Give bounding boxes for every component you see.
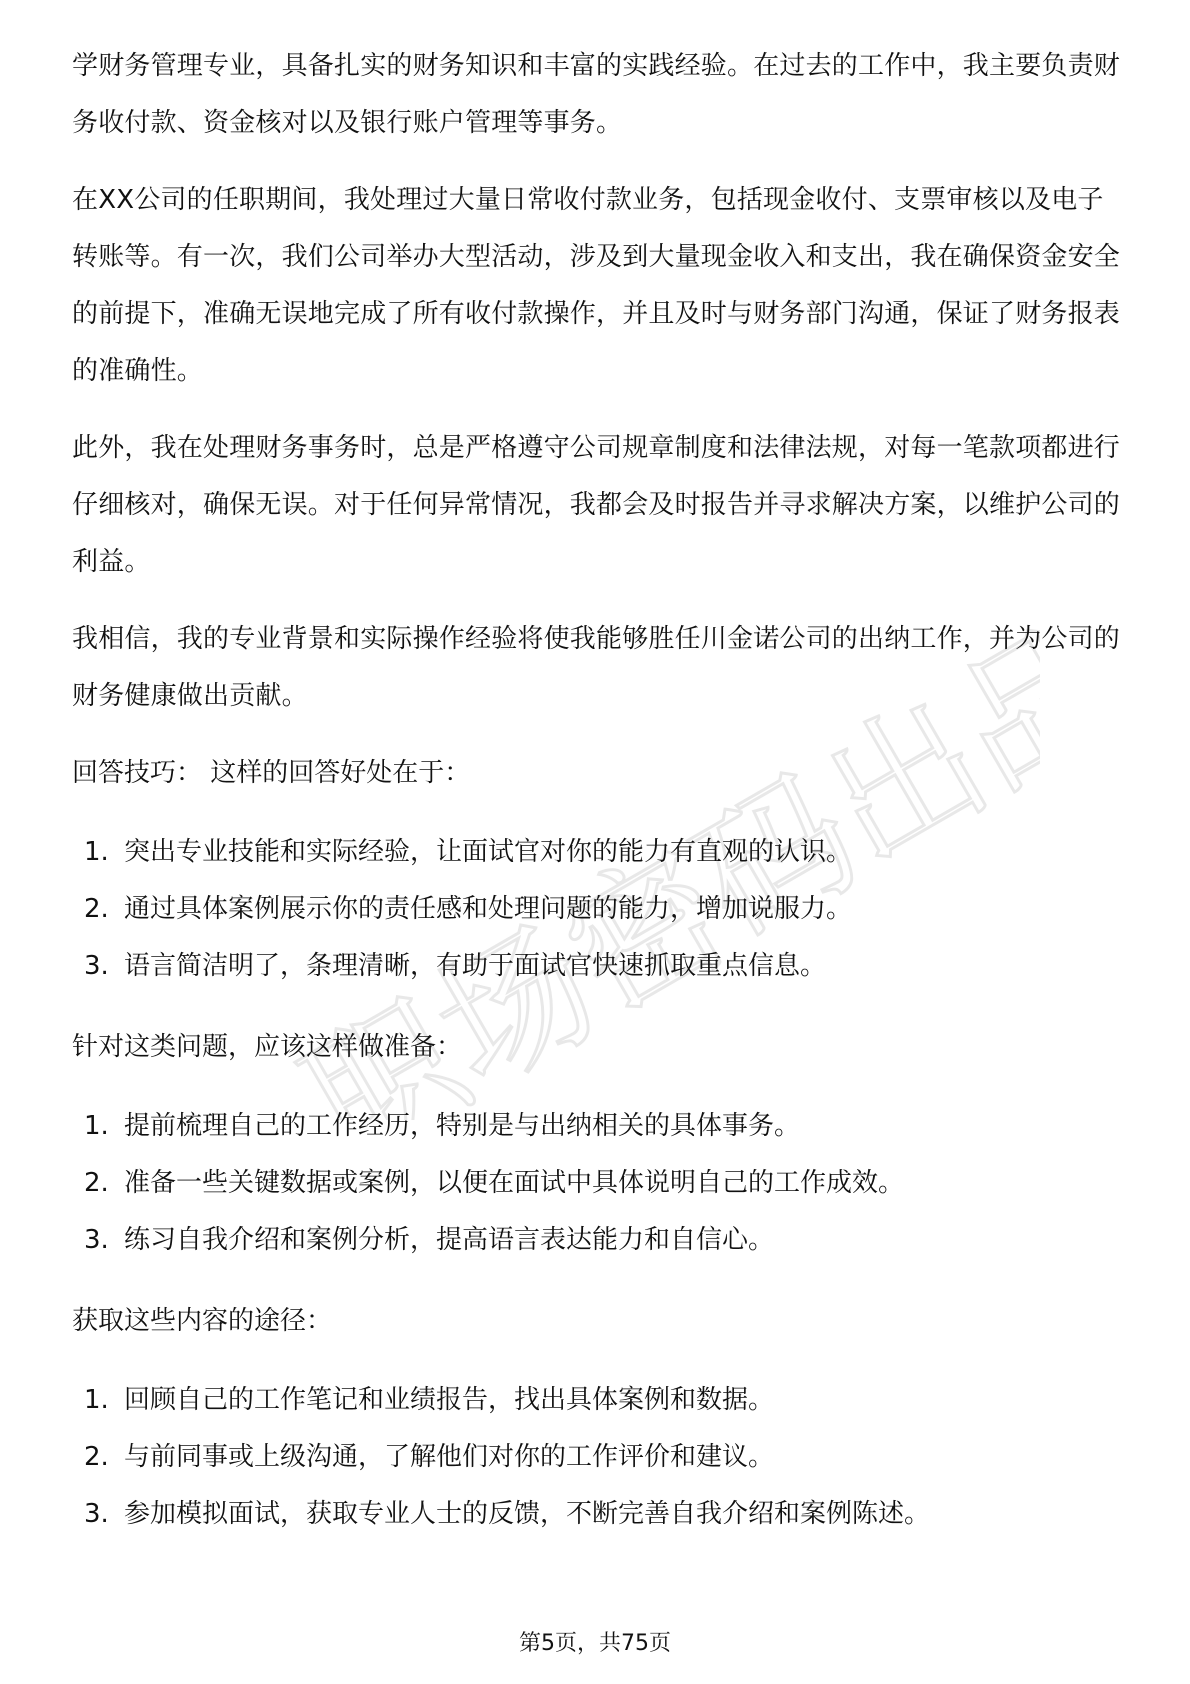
list-number: 1. bbox=[84, 1385, 109, 1415]
list-text: 准备一些关键数据或案例，以便在面试中具体说明自己的工作成效。 bbox=[124, 1168, 905, 1198]
watermark-text: 职场密码出品 bbox=[278, 595, 1040, 1120]
paragraph-4: 我相信，我的专业背景和实际操作经验将使我能够胜任川金诺公司的出纳工作，并为公司的财务健康做出贡献。 bbox=[72, 624, 1121, 711]
section-heading-tips: 回答技巧： 这样的回答好处在于： bbox=[72, 758, 471, 788]
paragraph-1: 学财务管理专业，具备扎实的财务知识和丰富的实践经验。在过去的工作中，我主要负责财务收付款、资金核对以及银行账户管理等事务。 bbox=[72, 51, 1121, 138]
page-footer: 第5页，共75页 bbox=[519, 1631, 671, 1656]
paragraph-3: 此外，我在处理财务事务时，总是严格遵守公司规章制度和法律法规，对每一笔款项都进行仔细核对，确保无误。对于任何异常情况，我都会及时报告并寻求解决方案，以维护公司的利益。 bbox=[72, 433, 1121, 577]
list-text: 与前同事或上级沟通，了解他们对你的工作评价和建议。 bbox=[124, 1442, 775, 1472]
list-number: 3. bbox=[84, 1225, 109, 1255]
list-text: 参加模拟面试，获取专业人士的反馈，不断完善自我介绍和案例陈述。 bbox=[124, 1499, 931, 1529]
list-text: 提前梳理自己的工作经历，特别是与出纳相关的具体事务。 bbox=[124, 1111, 801, 1141]
list-number: 3. bbox=[84, 1499, 109, 1529]
list-item bbox=[72, 1372, 1122, 1429]
list-item bbox=[72, 1212, 1122, 1269]
section-heading-prep: 针对这类问题，应该这样做准备： bbox=[72, 1032, 463, 1062]
paragraph-2: 在XX公司的任职期间，我处理过大量日常收付款业务，包括现金收付、支票审核以及电子转账等。有一次，我们公司举办大型活动，涉及到大量现金收入和支出，我在确保资金安全的前提下，准确无误地完成了所有收付款操作，并且及时与财务部门沟通，保证了财务报表的准确性。 bbox=[72, 185, 1121, 386]
list-item bbox=[72, 1155, 1122, 1212]
list-number: 1. bbox=[84, 1111, 109, 1141]
list-text: 突出专业技能和实际经验，让面试官对你的能力有直观的认识。 bbox=[124, 837, 853, 867]
list-item bbox=[72, 1429, 1122, 1486]
list-number: 3. bbox=[84, 951, 109, 981]
list-number: 1. bbox=[84, 837, 109, 867]
prep-list bbox=[72, 1098, 1122, 1269]
list-item bbox=[72, 881, 1122, 938]
list-text: 回顾自己的工作笔记和业绩报告，找出具体案例和数据。 bbox=[124, 1385, 775, 1415]
list-text: 练习自我介绍和案例分析，提高语言表达能力和自信心。 bbox=[124, 1225, 775, 1255]
list-item bbox=[72, 1098, 1122, 1155]
list-item bbox=[72, 1486, 1122, 1543]
list-number: 2. bbox=[84, 894, 109, 924]
document-page bbox=[72, 38, 1122, 1567]
list-text: 语言简洁明了，条理清晰，有助于面试官快速抓取重点信息。 bbox=[124, 951, 827, 981]
list-item bbox=[72, 938, 1122, 995]
list-number: 2. bbox=[84, 1168, 109, 1198]
list-item bbox=[72, 824, 1122, 881]
section-heading-sources: 获取这些内容的途径： bbox=[72, 1306, 333, 1336]
tips-list bbox=[72, 824, 1122, 995]
sources-list bbox=[72, 1372, 1122, 1543]
list-number: 2. bbox=[84, 1442, 109, 1472]
list-text: 通过具体案例展示你的责任感和处理问题的能力，增加说服力。 bbox=[124, 894, 853, 924]
